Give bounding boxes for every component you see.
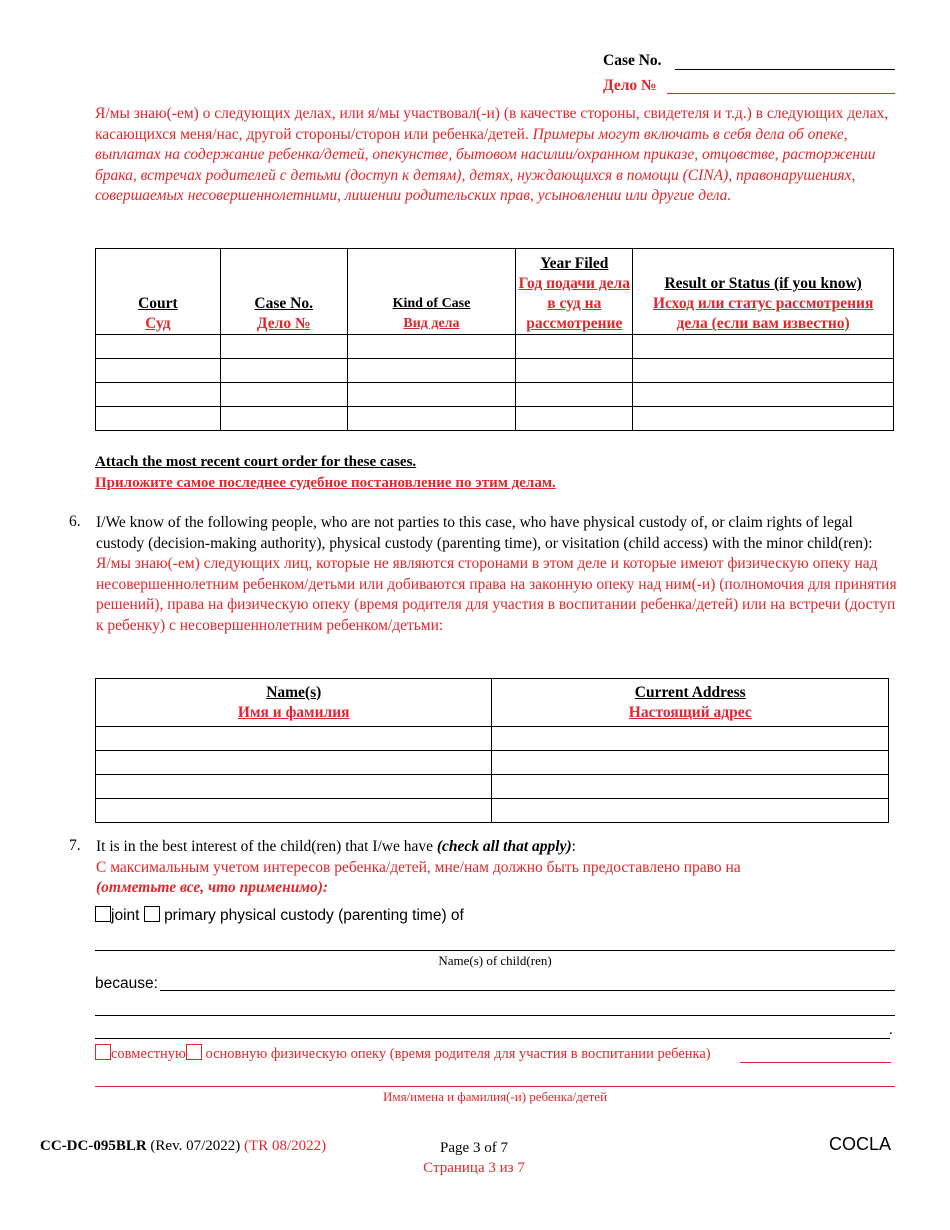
because-field-line-3[interactable] bbox=[95, 1038, 890, 1039]
header-case-no: Case No. Дело № bbox=[220, 249, 347, 335]
cell-address[interactable] bbox=[492, 775, 889, 799]
case-no-field[interactable] bbox=[675, 69, 895, 70]
table-row bbox=[96, 727, 889, 751]
attach-text-en: Attach the most recent court order for these cases. bbox=[95, 454, 417, 470]
form-id: CC-DC-095BLR bbox=[40, 1138, 147, 1154]
table-row bbox=[96, 775, 889, 799]
period: . bbox=[889, 1022, 893, 1038]
joint-label: joint bbox=[111, 907, 140, 924]
cell-year[interactable] bbox=[516, 359, 633, 383]
cases-table bbox=[95, 248, 894, 431]
table-row bbox=[96, 383, 894, 407]
cell-kind[interactable] bbox=[347, 383, 516, 407]
cell-name[interactable] bbox=[96, 751, 492, 775]
header-kind-of-case: Kind of Case Вид дела bbox=[347, 249, 516, 335]
child-names-field[interactable] bbox=[95, 950, 895, 951]
cell-address[interactable] bbox=[492, 751, 889, 775]
attach-instruction bbox=[95, 452, 556, 494]
cell-address[interactable] bbox=[492, 727, 889, 751]
header-result-status: Result or Status (if you know) Исход или статус рассмотрения дела (если вам известно) bbox=[633, 249, 894, 335]
cell-year[interactable] bbox=[516, 335, 633, 359]
cell-kind[interactable] bbox=[347, 335, 516, 359]
names-caption-ru: Имя/имена и фамилия(-и) ребенка/детей bbox=[382, 1089, 608, 1104]
cell-case-no[interactable] bbox=[220, 335, 347, 359]
case-no-label-ru: Дело № bbox=[603, 77, 657, 94]
cell-kind[interactable] bbox=[347, 359, 516, 383]
footer-form-id bbox=[40, 1138, 326, 1155]
item-6-text-en: I/We know of the following people, who are not parties to this case, who have physical custody of, or claim rights of legal custody (decision-making authority), physical custody (parenting time), or visitation (child access) with the minor child(ren): bbox=[96, 514, 873, 552]
cell-result[interactable] bbox=[633, 407, 894, 431]
intro-examples: Примеры могут включать в себя дела об опеке, выплатах на содержание ребенка/детей, опекунстве, бытовом насилии/охранном приказе, отцовстве, расторжении брака, встречах родителей с детьми (доступ к детям), детях, нуждающихся в помощи (CINA), правонарушениях, совершаемых несовершеннолетними, лишении родительских прав, усыновлении или другие дела. bbox=[95, 125, 876, 205]
people-table-header bbox=[96, 679, 889, 727]
cell-year[interactable] bbox=[516, 383, 633, 407]
case-no-label: Case No. bbox=[603, 52, 662, 69]
primary-checkbox[interactable] bbox=[144, 906, 160, 922]
table-row bbox=[96, 407, 894, 431]
attach-text-ru: Приложите самое последнее судебное постановление по этим делам. bbox=[95, 475, 556, 491]
item-6-number: 6. bbox=[69, 513, 81, 530]
child-names-field-ru[interactable] bbox=[95, 1086, 895, 1087]
cell-result[interactable] bbox=[633, 359, 894, 383]
cell-case-no[interactable] bbox=[220, 383, 347, 407]
item-6 bbox=[96, 513, 901, 637]
primary-label: primary physical custody (parenting time) of bbox=[164, 907, 464, 924]
page-number-ru: Страница 3 из 7 bbox=[423, 1160, 525, 1176]
check-all-note: (check all that apply) bbox=[436, 838, 572, 855]
cell-result[interactable] bbox=[633, 383, 894, 407]
cell-court[interactable] bbox=[96, 335, 221, 359]
footer-code: COCLA bbox=[829, 1134, 892, 1154]
header-court: Court Суд bbox=[96, 249, 221, 335]
because-field-line-1[interactable] bbox=[160, 990, 895, 991]
header-year-filed: Year Filed Год подачи дела в суд на рассмотрение bbox=[516, 249, 633, 335]
cell-court[interactable] bbox=[96, 359, 221, 383]
table-row bbox=[96, 799, 889, 823]
primary-checkbox-ru[interactable] bbox=[186, 1044, 202, 1060]
footer-page bbox=[420, 1138, 528, 1178]
cell-address[interactable] bbox=[492, 799, 889, 823]
joint-checkbox[interactable] bbox=[95, 906, 111, 922]
page-number: Page 3 of 7 bbox=[440, 1140, 508, 1156]
joint-label-ru: совместную bbox=[111, 1046, 186, 1062]
item-6-text-ru: Я/мы знаю(-ем) следующих лиц, которые не являются сторонами в этом деле и которые имеют физическую опеку над несовершеннолетним ребенком/детьми или добиваются права на законную опеку над ним(-и) (полномочия для принятия решений), права на физическую опеку (время родителя для участия в воспитании ребенка/детей) или на встречи (доступ к ребенку) с несовершеннолетним ребенком/детьми: bbox=[96, 555, 897, 634]
cell-result[interactable] bbox=[633, 335, 894, 359]
intro-text: Я/мы знаю(-ем) о следующих делах, или я/мы участвовал(-и) (в качестве стороны, свидетеля и т.д.) в следующих делах, касающихся меня/нас, другой стороны/сторон или ребенка/детей. bbox=[95, 105, 889, 143]
primary-label-ru: основную физическую опеку (время родителя для участия в воспитании ребенка) bbox=[205, 1046, 711, 1062]
cell-name[interactable] bbox=[96, 775, 492, 799]
custody-options-en bbox=[95, 906, 464, 925]
item-7-number: 7. bbox=[69, 837, 81, 854]
cell-year[interactable] bbox=[516, 407, 633, 431]
check-all-note-ru: (отметьте все, что применимо): bbox=[96, 879, 329, 897]
child-names-field-ru-inline[interactable] bbox=[740, 1062, 891, 1063]
cell-name[interactable] bbox=[96, 727, 492, 751]
names-caption: Name(s) of child(ren) bbox=[438, 953, 552, 968]
because-label: because: bbox=[95, 975, 158, 992]
header-names: Name(s) Имя и фамилия bbox=[96, 679, 492, 727]
form-tr: (TR 08/2022) bbox=[244, 1138, 327, 1154]
cell-case-no[interactable] bbox=[220, 407, 347, 431]
custody-options-ru bbox=[95, 1044, 711, 1063]
item-7 bbox=[96, 837, 896, 899]
item-7-text-ru: С максимальным учетом интересов ребенка/детей, мне/нам должно быть предоставлено право на (отметьте все, что применимо): bbox=[96, 858, 741, 897]
table-row bbox=[96, 751, 889, 775]
cell-name[interactable] bbox=[96, 799, 492, 823]
form-rev: (Rev. 07/2022) bbox=[150, 1138, 241, 1154]
cell-court[interactable] bbox=[96, 383, 221, 407]
people-table bbox=[95, 678, 889, 823]
table-row bbox=[96, 359, 894, 383]
cases-table-header bbox=[96, 249, 894, 335]
because-field-line-2[interactable] bbox=[95, 1015, 895, 1016]
cell-case-no[interactable] bbox=[220, 359, 347, 383]
case-no-field-ru[interactable] bbox=[667, 93, 895, 94]
cell-kind[interactable] bbox=[347, 407, 516, 431]
cell-court[interactable] bbox=[96, 407, 221, 431]
intro-paragraph bbox=[95, 104, 895, 207]
table-row bbox=[96, 335, 894, 359]
item-7-text-en: It is in the best interest of the child(ren) that I/we have (check all that apply): bbox=[96, 838, 576, 855]
joint-checkbox-ru[interactable] bbox=[95, 1044, 111, 1060]
header-current-address: Current Address Настоящий адрес bbox=[492, 679, 889, 727]
